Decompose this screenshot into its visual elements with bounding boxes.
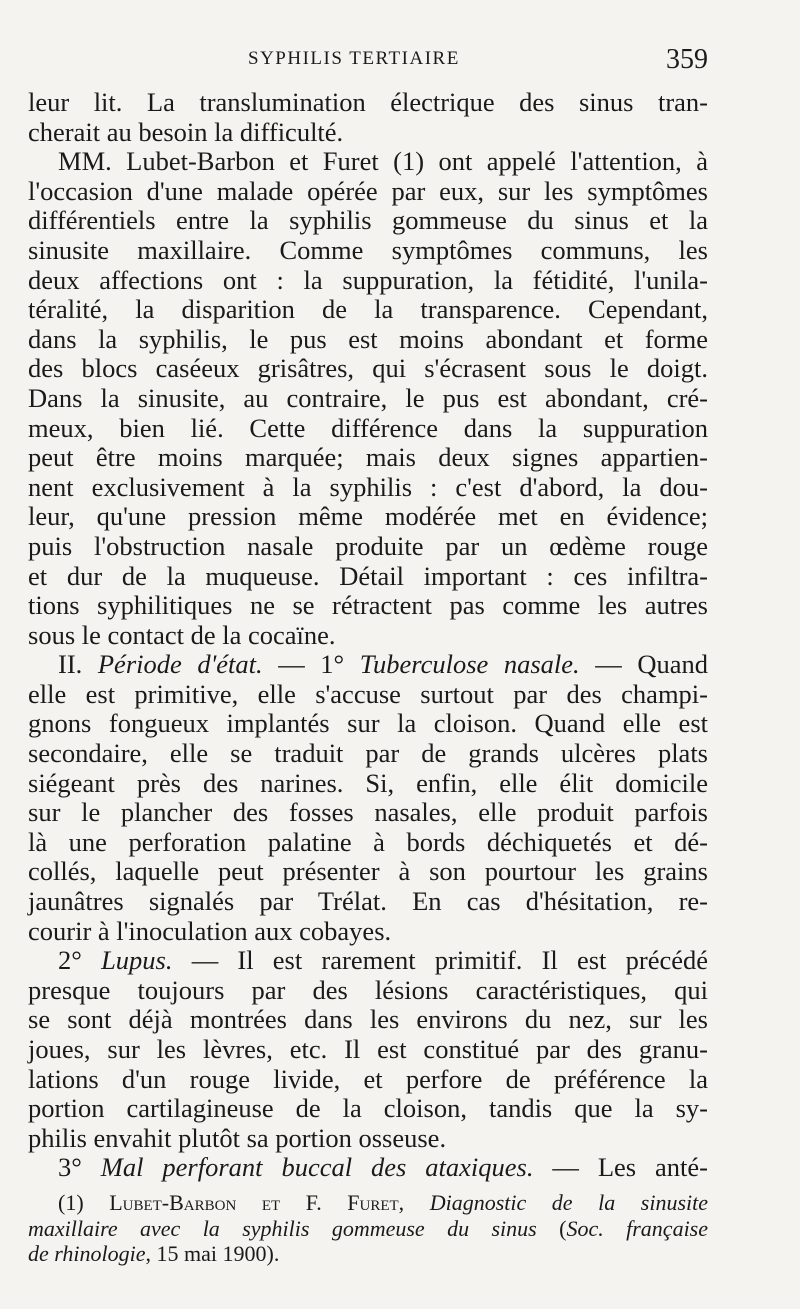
text-line: meux, bien lié. Cette différence dans la suppuration	[28, 412, 708, 443]
text-line: deux affections ont : la suppuration, la fétidité, l'unila-	[28, 264, 708, 295]
text-line: leur lit. La translumination électrique des sinus tran-	[28, 87, 708, 117]
subsection-number: 2°	[58, 945, 82, 976]
text-line: se sont déjà montrées dans les environs du nez, sur les	[28, 1004, 708, 1035]
section-number: II.	[58, 649, 83, 680]
subsection-title: Lupus.	[101, 945, 173, 976]
text-line: siégeant près des narines. Si, enfin, elle élit domicile	[28, 767, 708, 798]
text-run: (	[559, 1215, 567, 1241]
footnote-source: de rhinologie	[28, 1241, 146, 1266]
separator: — 1°	[262, 649, 360, 680]
text-line: peut être moins marquée; mais deux signes appartien-	[28, 442, 708, 473]
text-line: sur le plancher des fosses nasales, elle produit parfois	[28, 797, 708, 828]
text-run: — Les anté-	[533, 1152, 709, 1183]
text-line: différentiels entre la syphilis gommeuse du sinus et la	[28, 205, 708, 236]
text-line: portion cartilagineuse de la cloison, tandis que la sy-	[28, 1093, 708, 1124]
text-line: presque toujours par des lésions caractéristiques, qui	[28, 974, 708, 1005]
text-line: MM. Lubet-Barbon et Furet (1) ont appelé l'attention, à	[58, 146, 708, 177]
text-line: et dur de la muqueuse. Détail important : ces infiltra-	[28, 560, 708, 591]
text-line: des blocs caséeux grisâtres, qui s'écrasent sous le doigt.	[28, 353, 708, 384]
footnote-line	[28, 1241, 708, 1267]
page-number: 359	[666, 44, 708, 75]
section-heading-line	[28, 650, 708, 680]
text-line: secondaire, elle se traduit par de grands ulcères plats	[28, 738, 708, 769]
text-line: leur, qu'une pression même modérée met en évidence;	[28, 501, 708, 532]
subsection-heading-line	[28, 1153, 708, 1183]
text-line: l'occasion d'une malade opérée par eux, sur les symptômes	[28, 175, 708, 206]
text-line: elle est primitive, elle s'accuse surtout par des champi-	[28, 678, 708, 709]
footnote-authors: Lubet-Barbon et F. Furet,	[109, 1190, 405, 1215]
footnote-marker: (1)	[58, 1190, 84, 1215]
text-line: lations d'un rouge livide, et perfore de préférence la	[28, 1063, 708, 1094]
footnote	[28, 1190, 708, 1267]
text-line: joues, sur les lèvres, etc. Il est constitué par des granu-	[28, 1034, 708, 1064]
text-line: jaunâtres signalés par Trélat. En cas d'hésitation, re-	[28, 886, 708, 917]
footnote-date: , 15 mai 1900).	[145, 1241, 280, 1266]
text-line: téralité, la disparition de la transparence. Cependant,	[28, 294, 708, 325]
subsection-title: Mal perforant buccal des ataxiques.	[100, 1152, 534, 1183]
text-line: puis l'obstruction nasale produite par un œdème rouge	[28, 530, 708, 561]
text-line: dans la syphilis, le pus est moins abondant et forme	[28, 323, 708, 354]
text-line: philis envahit plutôt sa portion osseuse.	[28, 1122, 447, 1153]
text-line: Dans la sinusite, au contraire, le pus est abondant, cré-	[28, 382, 708, 413]
text-line: là une perforation palatine à bords déchiquetés et dé-	[28, 826, 708, 857]
body-text	[28, 88, 708, 1183]
text-run: — Il est rarement primitif. Il est précédé	[172, 945, 708, 976]
footnote-line	[28, 1216, 708, 1242]
footnote-title: Diagnostic de la sinusite	[429, 1190, 708, 1215]
text-line: sinusite maxillaire. Comme symptômes communs, les	[28, 234, 708, 265]
footnote-line	[28, 1190, 708, 1216]
page-header	[0, 44, 800, 84]
text-line: courir à l'inoculation aux cobayes.	[28, 915, 392, 946]
text-line: gnons fongueux implantés sur la cloison. Quand elle est	[28, 708, 708, 739]
text-line: tions syphilitiques ne se rétractent pas comme les autres	[28, 590, 708, 621]
text-line: cherait au besoin la difficulté.	[28, 116, 344, 147]
section-title: Période d'état.	[97, 649, 263, 680]
footnote-title: maxillaire avec la syphilis gommeuse du sinus	[28, 1215, 537, 1241]
footnote-source: Soc. française	[566, 1215, 709, 1241]
text-line: nent exclusivement à la syphilis : c'est d'abord, la dou-	[28, 471, 708, 502]
running-title: SYPHILIS TERTIAIRE	[248, 48, 460, 69]
subsection-title: Tuberculose nasale.	[359, 649, 580, 680]
text-line: collés, laquelle peut présenter à son pourtour les grains	[28, 856, 708, 887]
text-run: — Quand	[579, 649, 708, 680]
subsection-heading-line	[28, 946, 708, 976]
subsection-number: 3°	[58, 1152, 82, 1183]
text-line: sous le contact de la cocaïne.	[28, 619, 336, 650]
